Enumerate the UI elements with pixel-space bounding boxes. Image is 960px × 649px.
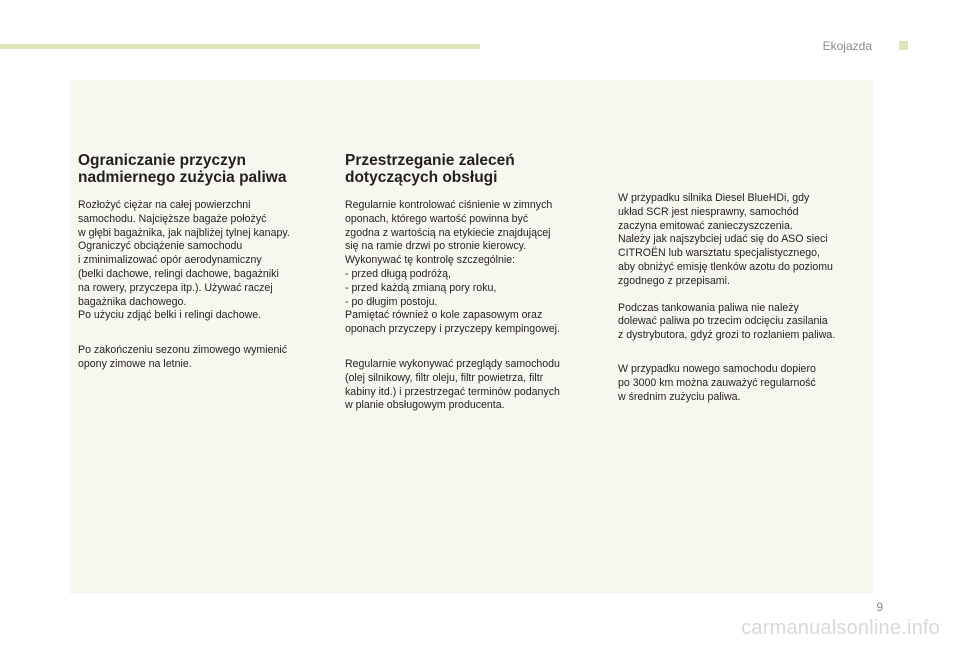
paragraph-tires-season: Po zakończeniu sezonu zimowego wymienić opony zimowe na letnie.	[78, 344, 288, 370]
paragraph-load: Rozłożyć ciężar na całej powierzchni samochodu. Najcięższe bagaże położyć w głębi bagażnika, jak najbliżej tylnej kanapy. Ograniczyć obciążenie samochodu i zminimalizować opór aerodynamiczny (belki dachowe, relingi dachowe, bagażniki na rowery, przyczepa itp.). Używać raczej bagażnika dachowego. Po użyciu zdjąć belki i relingi dachowe.	[78, 199, 290, 322]
section-marker-icon	[899, 41, 908, 50]
content-panel	[70, 80, 873, 594]
paragraph-bluehdi: W przypadku silnika Diesel BlueHDi, gdy układ SCR jest niesprawny, samochód zaczyna emitować zanieczyszczenia. Należy jak najszybciej udać się do ASO sieci CITROËN lub warsztatu specjalistycznego, aby obniżyć emisję tlenków azotu do poziomu zgodnego z przepisami.	[618, 192, 833, 287]
column-middle	[345, 152, 600, 413]
paragraph-refuelling: Podczas tankowania paliwa nie należy dolewać paliwa po trzecim odcięciu zasilania z dystrybutora, gdyż grozi to rozlaniem paliwa.	[618, 301, 836, 342]
paragraph-service: Regularnie wykonywać przeglądy samochodu (olej silnikowy, filtr oleju, filtr powietrza, filtr kabiny itd.) i przestrzegać terminów podanych w planie obsługowym producenta.	[345, 357, 560, 412]
heading-fuel-consumption: Ograniczanie przyczyn nadmiernego zużycia paliwa	[78, 152, 287, 186]
header-accent-bar	[0, 44, 480, 49]
section-title: Ekojazda	[822, 39, 872, 53]
heading-maintenance: Przestrzeganie zaleceń dotyczących obsługi	[345, 152, 515, 186]
page-number: 9	[876, 600, 883, 614]
column-right	[618, 192, 870, 404]
watermark: carmanualsonline.info	[741, 617, 940, 639]
column-left	[78, 152, 328, 372]
paragraph-new-car: W przypadku nowego samochodu dopiero po 3000 km można zauważyć regularność w średnim zużyciu paliwa.	[618, 362, 816, 403]
paragraph-tire-pressure: Regularnie kontrolować ciśnienie w zimnych oponach, którego wartość powinna być zgodna z wartością na etykiecie znajdującej się na ramie drzwi po stronie kierowcy. Wykonywać tę kontrolę szczególnie: - przed długą podróżą, - przed każdą zmianą pory roku, - po długim postoju. Pamiętać również o kole zapasowym oraz oponach przyczepy i przyczepy kempingowej.	[345, 199, 560, 336]
